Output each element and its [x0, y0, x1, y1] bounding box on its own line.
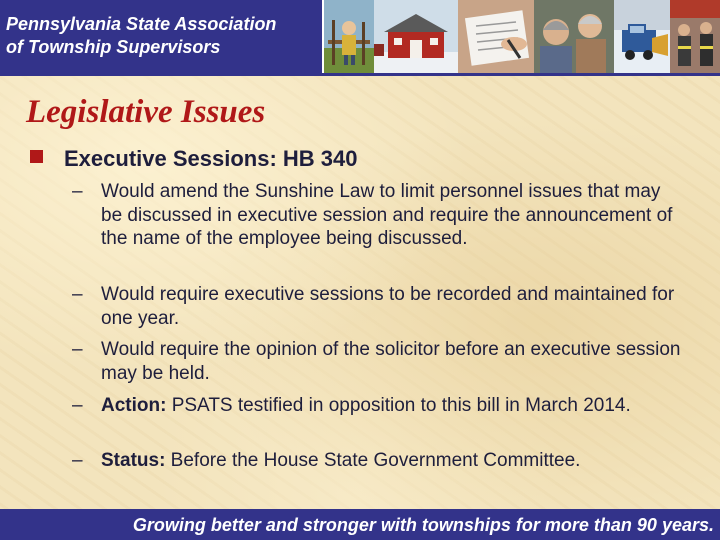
- dash-marker: –: [72, 339, 83, 360]
- photo-strip: [322, 0, 720, 73]
- signing-document-photo: [458, 0, 534, 73]
- action-text: PSATS testified in opposition to this bill in March 2014.: [166, 395, 631, 416]
- playground-photo: [324, 0, 374, 73]
- firefighters-photo: [670, 0, 720, 73]
- officials-photo: [534, 0, 614, 73]
- sub-item-text: Would amend the Sunshine Law to limit personnel issues that may be discussed in executive session and require the announcement of the name of the employee being discussed.: [101, 181, 673, 249]
- sub-item-text: [101, 394, 686, 418]
- dash-marker: –: [72, 395, 83, 416]
- status-text: Before the House State Government Committee.: [165, 450, 581, 471]
- organization-name: [6, 13, 276, 59]
- red-barn-photo: [374, 0, 458, 73]
- org-name-line2: of Township Supervisors: [6, 37, 221, 57]
- org-name-line1: Pennsylvania State Association: [6, 14, 277, 34]
- dash-marker: –: [72, 181, 83, 202]
- dash-marker: –: [72, 450, 83, 471]
- sub-item-text: [101, 449, 686, 473]
- action-label: Action:: [101, 395, 167, 416]
- footer-tagline: Growing better and stronger with townships for more than 90 years.: [132, 515, 714, 535]
- sub-item-text: Would require executive sessions to be recorded and maintained for one year.: [101, 284, 675, 329]
- status-label: Status:: [101, 450, 166, 471]
- square-bullet-icon: [30, 150, 43, 163]
- slide-title: Legislative Issues: [26, 94, 266, 130]
- sub-item-text: Would require the opinion of the solicitor before an executive session may be held.: [101, 339, 681, 384]
- footer-banner: [0, 509, 720, 540]
- header-banner: [0, 0, 720, 76]
- bullet-text: Executive Sessions: HB 340: [64, 146, 358, 171]
- snowplow-photo: [614, 0, 670, 73]
- dash-marker: –: [72, 284, 83, 305]
